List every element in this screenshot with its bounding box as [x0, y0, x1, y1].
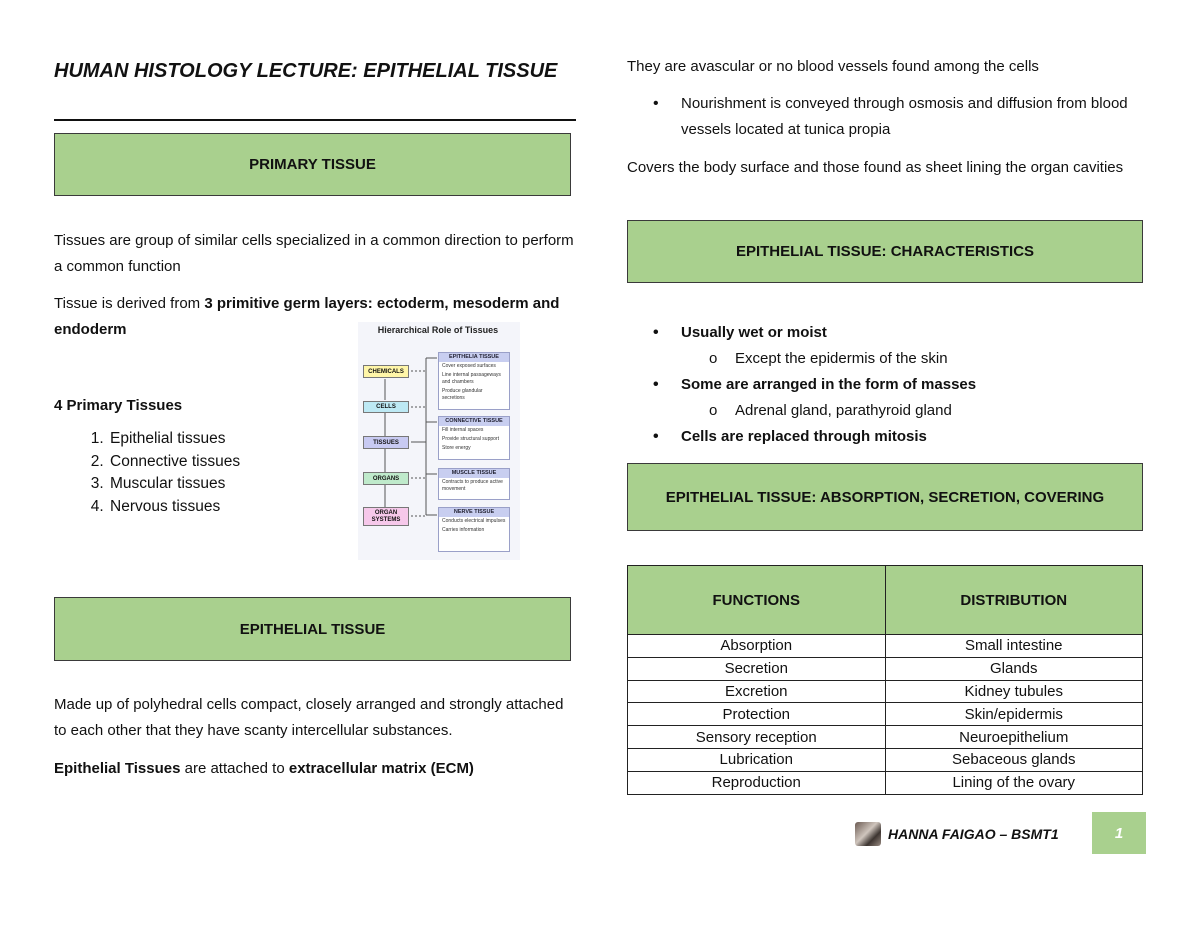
ecm-paragraph: [54, 756, 574, 782]
list-item: • Cells are replaced through mitosis: [627, 424, 1147, 450]
table-cell: Kidney tubules: [885, 680, 1143, 703]
diagram-level-tissues: TISSUES: [363, 436, 409, 449]
functions-heading-box: EPITHELIAL TISSUE: ABSORPTION, SECRETION, COVERING: [627, 463, 1143, 531]
table-cell: Lining of the ovary: [885, 771, 1143, 794]
primary-tissue-heading-box: PRIMARY TISSUE: [54, 133, 571, 196]
germ-layers-prefix: Tissue is derived from: [54, 295, 205, 312]
list-item: • Some are arranged in the form of masses: [627, 372, 1147, 398]
ecm-bold-2: extracellular matrix (ECM): [288, 760, 474, 777]
table-cell: Lubrication: [628, 748, 886, 771]
table-row: [628, 657, 1143, 680]
table-cell: Secretion: [628, 657, 886, 680]
list-item: 3. Muscular tissues: [108, 473, 240, 496]
avascular-paragraph: They are avascular or no blood vessels found among the cells: [627, 58, 1039, 75]
table-cell: Excretion: [628, 680, 886, 703]
table-cell: Neuroepithelium: [885, 726, 1143, 749]
table-cell: Absorption: [628, 635, 886, 658]
column-header-distribution: DISTRIBUTION: [885, 566, 1143, 635]
tissue-definition: Tissues are group of similar cells specialized in a common direction to perform a common function: [54, 232, 574, 275]
card-heading: NERVE TISSUE: [439, 508, 509, 517]
ecm-mid: are attached to: [180, 760, 289, 777]
epithelial-description: Made up of polyhedral cells compact, closely arranged and strongly attached to each other that they have scanty intercellular substances.: [54, 696, 564, 739]
table-cell: Sensory reception: [628, 726, 886, 749]
card-line: Produce glandular secretions: [442, 388, 483, 401]
card-line: Fill internal spaces: [442, 427, 484, 433]
page-footer: [855, 822, 1059, 846]
table-row: [628, 703, 1143, 726]
card-heading: CONNECTIVE TISSUE: [439, 417, 509, 426]
diagram-card-connective: [438, 416, 510, 460]
card-line: Line internal passageways and chambers: [442, 372, 501, 385]
diagram-title: Hierarchical Role of Tissues: [377, 325, 499, 335]
table-row: [628, 726, 1143, 749]
list-item: 2. Connective tissues: [108, 451, 240, 474]
table-cell: Skin/epidermis: [885, 703, 1143, 726]
card-line: Contracts to produce active movement: [442, 479, 503, 492]
diagram-level-cells: CELLS: [363, 401, 409, 413]
diagram-level-chemicals: CHEMICALS: [363, 365, 409, 378]
table-cell: Glands: [885, 657, 1143, 680]
diagram-card-epithelia: [438, 352, 510, 410]
list-subitem: o Except the epidermis of the skin: [627, 346, 1147, 372]
characteristics-list: [627, 320, 1147, 450]
card-line: Provide structural support: [442, 436, 499, 442]
table-cell: Sebaceous glands: [885, 748, 1143, 771]
table-cell: Small intestine: [885, 635, 1143, 658]
table-row: [628, 771, 1143, 794]
page-title: HUMAN HISTOLOGY LECTURE: EPITHELIAL TISSUE: [54, 60, 558, 82]
column-header-functions: FUNCTIONS: [628, 566, 886, 635]
table-cell: Reproduction: [628, 771, 886, 794]
diagram-level-organ-systems: ORGAN SYSTEMS: [363, 507, 409, 526]
table-row: [628, 748, 1143, 771]
diagram-card-muscle: [438, 468, 510, 500]
card-line: Carries information: [442, 527, 485, 533]
card-heading: EPITHELIA TISSUE: [439, 353, 509, 362]
list-item: • Nourishment is conveyed through osmosis and diffusion from blood vessels located at tunica propia: [627, 91, 1147, 143]
card-line: Cover exposed surfaces: [442, 363, 496, 369]
functions-table: [627, 565, 1143, 795]
list-item: • Usually wet or moist: [627, 320, 1147, 346]
diagram-level-organs: ORGANS: [363, 472, 409, 485]
covers-paragraph: Covers the body surface and those found as sheet lining the organ cavities: [627, 159, 1124, 176]
author-name: HANNA FAIGAO – BSMT1: [888, 826, 1059, 842]
list-item: 4. Nervous tissues: [108, 496, 240, 519]
list-item: 1. Epithelial tissues: [108, 428, 240, 451]
ecm-bold-1: Epithelial Tissues: [54, 760, 181, 777]
nourishment-list: [627, 91, 1147, 143]
hierarchy-diagram: [358, 322, 520, 560]
table-header-row: [628, 566, 1143, 635]
characteristics-heading-box: EPITHELIAL TISSUE: CHARACTERISTICS: [627, 220, 1143, 283]
list-subitem: o Adrenal gland, parathyroid gland: [627, 398, 1147, 424]
table-row: [628, 680, 1143, 703]
card-line: Store energy: [442, 445, 471, 451]
diagram-card-nerve: [438, 507, 510, 552]
primary-tissues-heading: 4 Primary Tissues: [54, 397, 183, 414]
card-heading: MUSCLE TISSUE: [439, 469, 509, 478]
card-line: Conducts electrical impulses: [442, 518, 506, 524]
table-cell: Protection: [628, 703, 886, 726]
title-divider: [54, 119, 576, 121]
table-row: [628, 635, 1143, 658]
author-avatar: [855, 822, 881, 846]
germ-layers-bold: 3 primitive germ layers: ectoderm, mesoderm and endoderm: [54, 295, 560, 338]
primary-tissues-list: [54, 428, 240, 518]
page-number: 1: [1092, 812, 1146, 854]
epithelial-tissue-heading-box: EPITHELIAL TISSUE: [54, 597, 571, 661]
